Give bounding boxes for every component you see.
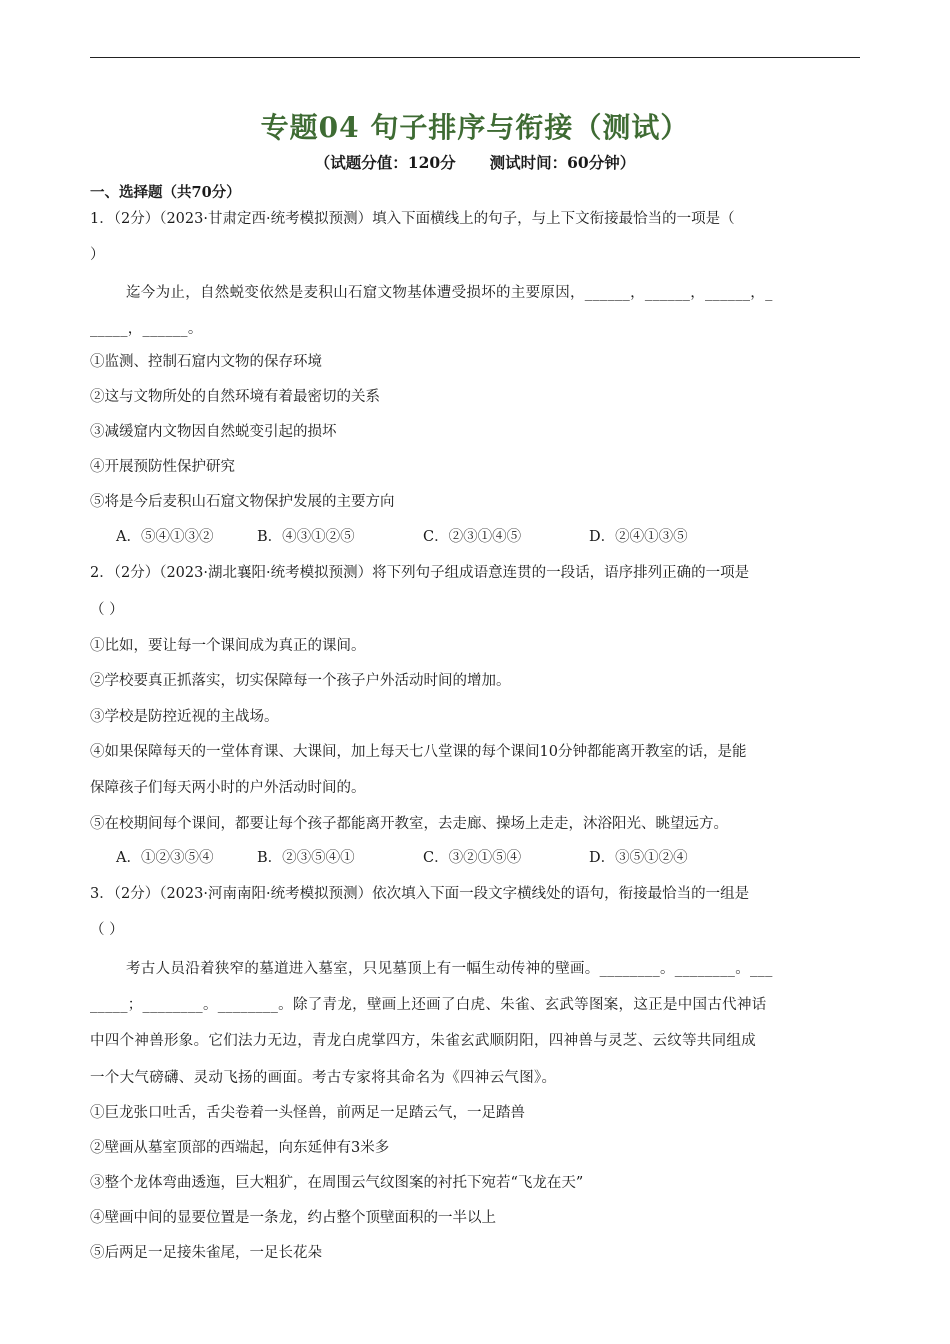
q1-item-1: ①监测、控制石窟内文物的保存环境 xyxy=(90,354,322,370)
q2-option-c[interactable]: C．③②①⑤④ xyxy=(423,850,522,866)
time-info: 测试时间：60分钟） xyxy=(489,153,636,172)
q1-stem-line-1: 1．（2分）（2023·甘肃定西·统考模拟预测）填入下面横线上的句子，与上下文衔接最恰当的一项是（ xyxy=(90,211,735,227)
q3-passage-line-4: 一个大气磅礴、灵动飞扬的画面。考古专家将其命名为《四神云气图》。 xyxy=(90,1070,557,1086)
q1-item-2: ②这与文物所处的自然环境有着最密切的关系 xyxy=(90,389,380,405)
q1-option-d[interactable]: D．②④①③⑤ xyxy=(589,529,688,545)
q1-option-c[interactable]: C．②③①④⑤ xyxy=(423,529,522,545)
q2-item-2: ②学校要真正抓落实，切实保障每一个孩子户外活动时间的增加。 xyxy=(90,673,511,689)
q2-item-4: ④如果保障每天的一堂体育课、大课间，加上每天七八堂课的每个课间10分钟都能离开教室的话，是能 xyxy=(90,744,747,760)
q2-stem-line-2: （ ） xyxy=(90,602,124,618)
score-info: （试题分值：120分 xyxy=(314,153,456,172)
q3-passage-line-2: _____；________。________。除了青龙，壁画上还画了白虎、朱雀、玄武等图案，这正是中国古代神话 xyxy=(90,997,767,1013)
q3-item-1: ①巨龙张口吐舌，舌尖卷着一头怪兽，前两足一足踏云气，一足踏兽 xyxy=(90,1105,525,1121)
q1-option-b[interactable]: B．④③①②⑤ xyxy=(257,529,355,545)
q1-option-a[interactable]: A．⑤④①③② xyxy=(116,529,214,545)
q2-item-1: ①比如，要让每一个课间成为真正的课间。 xyxy=(90,638,366,654)
q1-passage-line-2: _____，______。 xyxy=(90,321,203,337)
q2-item-4-cont: 保障孩子们每天两小时的户外活动时间的。 xyxy=(90,780,366,796)
exam-info xyxy=(0,151,950,173)
q2-option-d[interactable]: D．③⑤①②④ xyxy=(589,850,688,866)
q1-passage-line-1: 迄今为止，自然蜕变依然是麦积山石窟文物基体遭受损坏的主要原因，______，______，______，_ xyxy=(126,285,773,301)
page-title: 专题04 句子排序与衔接（测试） xyxy=(260,111,690,144)
q2-stem-line-1: 2．（2分）（2023·湖北襄阳·统考模拟预测）将下列句子组成语意连贯的一段话，语序排列正确的一项是 xyxy=(90,565,750,581)
q2-option-a[interactable]: A．①②③⑤④ xyxy=(116,850,214,866)
q3-item-5: ⑤后两足一足接朱雀尾，一足长花朵 xyxy=(90,1245,322,1261)
q3-stem-line-2: （ ） xyxy=(90,922,124,938)
q3-item-2: ②壁画从墓室顶部的西端起，向东延伸有3米多 xyxy=(90,1140,390,1156)
header-rule xyxy=(90,57,860,58)
q3-passage-line-1: 考古人员沿着狭窄的墓道进入墓室，只见墓顶上有一幅生动传神的壁画。________。________。___ xyxy=(126,961,773,977)
q1-stem-line-2: ） xyxy=(90,247,105,263)
q3-item-3: ③整个龙体弯曲透迤，巨大粗犷，在周围云气纹图案的衬托下宛若“飞龙在天” xyxy=(90,1175,584,1191)
section-heading: 一、选择题（共70分） xyxy=(90,184,241,201)
q1-item-4: ④开展预防性保护研究 xyxy=(90,459,235,475)
q2-item-3: ③学校是防控近视的主战场。 xyxy=(90,709,279,725)
q1-item-5: ⑤将是今后麦积山石窟文物保护发展的主要方向 xyxy=(90,494,395,510)
q2-item-5: ⑤在校期间每个课间，都要让每个孩子都能离开教室，去走廊、操场上走走，沐浴阳光、眺望远方。 xyxy=(90,816,728,832)
q1-item-3: ③减缓窟内文物因自然蜕变引起的损坏 xyxy=(90,424,337,440)
q2-option-b[interactable]: B．②③⑤④① xyxy=(257,850,355,866)
q3-stem-line-1: 3．（2分）（2023·河南南阳·统考模拟预测）依次填入下面一段文字横线处的语句，衔接最恰当的一组是 xyxy=(90,886,750,902)
q3-passage-line-3: 中四个神兽形象。它们法力无边，青龙白虎掌四方，朱雀玄武顺阴阳，四神兽与灵芝、云纹等共同组成 xyxy=(90,1033,756,1049)
q3-item-4: ④壁画中间的显要位置是一条龙，约占整个顶壁面积的一半以上 xyxy=(90,1210,496,1226)
